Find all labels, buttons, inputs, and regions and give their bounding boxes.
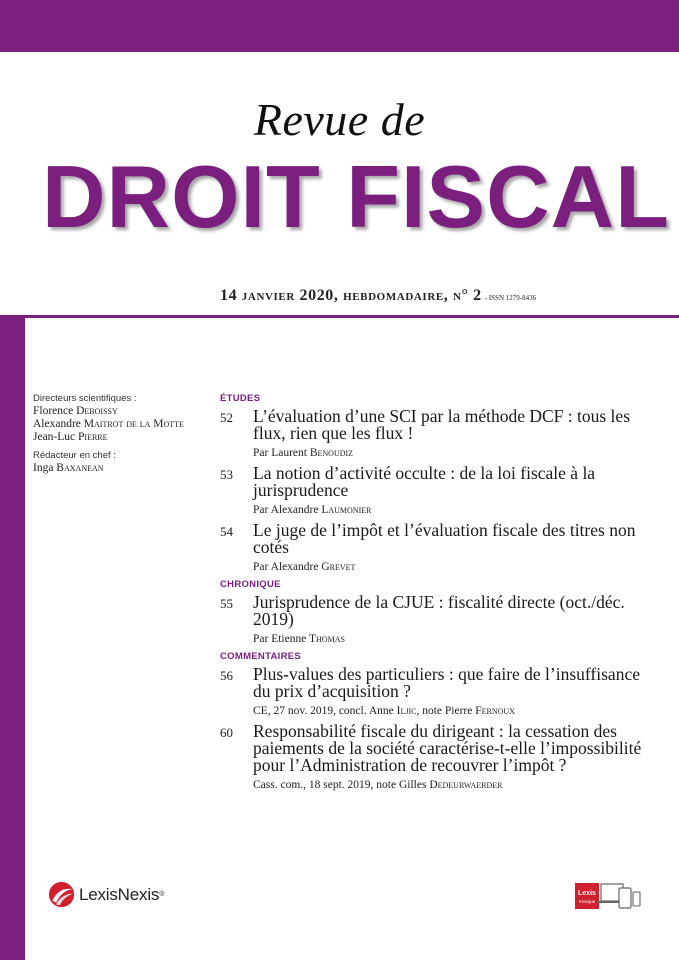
entry-number: 55 — [220, 596, 233, 611]
entry-byline: Par Etienne Thomas — [253, 633, 345, 645]
registered-mark: ® — [159, 891, 165, 898]
directeurs-label: Directeurs scientifiques : — [33, 393, 137, 404]
directeur-name: Jean-Luc Pierre — [33, 431, 108, 443]
section-commentaires: COMMENTAIRES — [220, 651, 302, 662]
entry-byline: Par Alexandre Grevet — [253, 561, 356, 573]
toc-entry[interactable] — [220, 666, 660, 717]
redacteur-name: Inga Baxanean — [33, 462, 104, 474]
entry-title: Plus-values des particuliers : que faire de l’insuffisance du prix d’acquisition ? — [253, 664, 640, 701]
lexisnexis-mark-icon — [48, 881, 75, 908]
entry-byline: Par Alexandre Laumonier — [253, 504, 372, 516]
toc-entry[interactable] — [220, 465, 660, 516]
directeur-name: Florence Deboissy — [33, 405, 118, 417]
entry-byline: Cass. com., 18 sept. 2019, note Gilles Dedeurwaerder — [253, 779, 503, 791]
top-color-band — [0, 0, 679, 52]
entry-title: Responsabilité fiscale du dirigeant : la cessation des paiements de la société caractérise-t-elle l’impossibilité pour l’Administration de recouvrer l’impôt ? — [253, 721, 642, 775]
entry-number: 56 — [220, 668, 233, 683]
kiosque-label: Kiosque — [578, 899, 596, 904]
entry-number: 52 — [220, 410, 233, 425]
toc-entry[interactable] — [220, 408, 660, 459]
issn: - ISSN 1279-8436 — [484, 294, 537, 302]
entry-byline: Par Laurent Benoudiz — [253, 447, 354, 459]
entry-number: 53 — [220, 467, 233, 482]
table-of-contents — [220, 393, 660, 797]
lexis-kiosque-devices-icon — [575, 881, 641, 911]
toc-entry[interactable] — [220, 723, 660, 791]
toc-entry[interactable] — [220, 594, 660, 645]
left-color-band — [0, 317, 25, 960]
entry-number: 54 — [220, 524, 233, 539]
toc-entry[interactable] — [220, 522, 660, 573]
entry-title: L’évaluation d’une SCI par la méthode DCF : tous les flux, rien que les flux ! — [253, 406, 631, 443]
masthead-title: DROIT FISCAL — [42, 147, 670, 246]
publisher-name: LexisNexis — [79, 884, 160, 904]
issue-line — [220, 287, 536, 305]
entry-byline: CE, 27 nov. 2019, concl. Anne Iljic, note Pierre Fernoux — [253, 705, 515, 717]
section-chronique: CHRONIQUE — [220, 579, 281, 590]
lexis-label: Lexis — [578, 890, 596, 897]
entry-title: Jurisprudence de la CJUE : fiscalité directe (oct./déc. 2019) — [253, 592, 625, 629]
entry-title: Le juge de l’impôt et l’évaluation fiscale des titres non cotés — [253, 520, 636, 557]
masthead-revue-de: Revue de — [253, 94, 426, 145]
redacteur-label: Rédacteur en chef : — [33, 450, 116, 461]
credits-block — [33, 392, 213, 475]
lexisnexis-logo — [48, 881, 164, 908]
horizontal-rule — [0, 315, 679, 318]
section-etudes: ÉTUDES — [220, 393, 261, 404]
issue-date: 14 janvier 2020, hebdomadaire, n° 2 — [220, 287, 482, 304]
entry-number: 60 — [220, 725, 233, 740]
entry-title: La notion d’activité occulte : de la loi fiscale à la jurisprudence — [253, 463, 596, 500]
directeur-name: Alexandre Maitrot de la Motte — [33, 418, 184, 430]
